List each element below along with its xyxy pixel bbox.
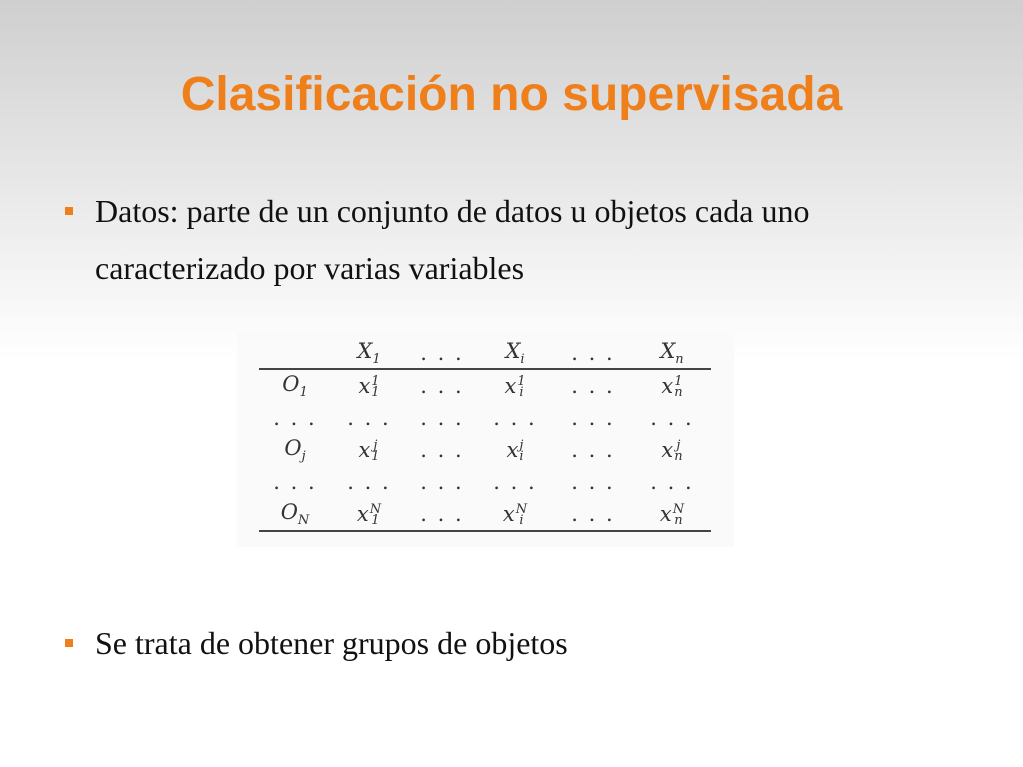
sup-sub	[371, 438, 380, 465]
matrix-cell: . . .	[420, 470, 464, 494]
matrix-cell: x 1 i	[504, 373, 526, 401]
matrix-row-label: . . .	[273, 470, 317, 494]
sup-sub	[674, 374, 683, 401]
matrix-cell: x N i	[502, 501, 528, 529]
matrix-row	[259, 402, 711, 434]
superscript: j	[519, 438, 524, 454]
matrix-cell: . . .	[571, 502, 615, 526]
matrix-cell: . . .	[650, 470, 694, 494]
header-subscript: i	[520, 352, 525, 368]
subscript: i	[519, 449, 524, 465]
superscript: j	[676, 438, 681, 454]
superscript: 1	[371, 374, 380, 390]
matrix-cell: x N n	[659, 501, 685, 529]
matrix-cell: x 1 1	[358, 373, 380, 401]
matrix-cell: x j n	[661, 437, 683, 465]
matrix-row	[259, 466, 711, 498]
matrix-cell: . . .	[571, 470, 615, 494]
matrix-row	[259, 370, 711, 402]
bullet-item	[65, 183, 965, 297]
matrix-cell: . . .	[420, 438, 464, 462]
data-matrix	[259, 338, 711, 532]
row-label-subscript: N	[297, 513, 310, 529]
matrix-header-cell: $X_1$	[357, 338, 381, 368]
sup-sub	[519, 438, 524, 465]
sup-sub	[672, 502, 685, 529]
matrix-header-cell: $X_n$	[660, 338, 684, 368]
superscript: N	[515, 502, 528, 518]
subscript: 1	[371, 513, 380, 529]
matrix-header-cell: $X_i$	[505, 338, 525, 368]
matrix-header-row	[259, 338, 711, 370]
sup-sub	[371, 374, 380, 401]
matrix-cell: . . .	[571, 374, 615, 398]
superscript: 1	[674, 374, 683, 390]
bullet-text: Se trata de obtener grupos de objetos	[95, 625, 568, 661]
matrix-cell: . . .	[420, 502, 464, 526]
bullet-square-icon	[65, 639, 73, 647]
sup-sub	[517, 374, 526, 401]
subscript: i	[519, 513, 524, 529]
matrix-cell: . . .	[493, 470, 537, 494]
matrix-cell: . . .	[493, 406, 537, 430]
matrix-cell: . . .	[420, 374, 464, 398]
data-matrix-figure	[237, 332, 734, 547]
matrix-cell: . . .	[420, 406, 464, 430]
matrix-cell: . . .	[650, 406, 694, 430]
matrix-cell: x j 1	[358, 437, 380, 465]
matrix-cell: . . .	[347, 470, 391, 494]
matrix-row-label: $O_N$	[280, 499, 310, 529]
row-label-subscript: j	[301, 449, 306, 465]
sup-sub	[674, 438, 683, 465]
matrix-row	[259, 498, 711, 532]
bullet-item	[65, 615, 965, 672]
superscript: j	[373, 438, 378, 454]
matrix-cell: . . .	[571, 438, 615, 462]
sup-sub	[515, 502, 528, 529]
superscript: N	[369, 502, 382, 518]
matrix-header-cell: . . .	[571, 341, 615, 365]
sup-sub	[369, 502, 382, 529]
subscript: n	[674, 385, 683, 401]
matrix-cell: . . .	[347, 406, 391, 430]
superscript: 1	[517, 374, 526, 390]
slide-title: Clasificación no supervisada	[180, 68, 843, 121]
header-subscript: n	[675, 352, 684, 368]
subscript: n	[674, 513, 683, 529]
matrix-cell: . . .	[571, 406, 615, 430]
superscript: N	[672, 502, 685, 518]
bullet-square-icon	[65, 207, 73, 215]
matrix-header-cell: . . .	[420, 341, 464, 365]
header-subscript: 1	[372, 352, 381, 368]
matrix-cell: x j i	[506, 437, 524, 465]
bullet-text: Datos: parte de un conjunto de datos u objetos cada uno caracterizado por varias variables	[95, 193, 810, 286]
subscript: 1	[371, 385, 380, 401]
matrix-row-label: $O_1$	[282, 371, 308, 401]
matrix-row-label: $O_j$	[284, 435, 306, 465]
subscript: 1	[371, 449, 380, 465]
subscript: n	[674, 449, 683, 465]
matrix-row-label: . . .	[273, 406, 317, 430]
matrix-row	[259, 434, 711, 466]
matrix-cell: x N 1	[356, 501, 382, 529]
row-label-subscript: 1	[299, 385, 308, 401]
subscript: i	[519, 385, 524, 401]
matrix-cell: x 1 n	[661, 373, 683, 401]
